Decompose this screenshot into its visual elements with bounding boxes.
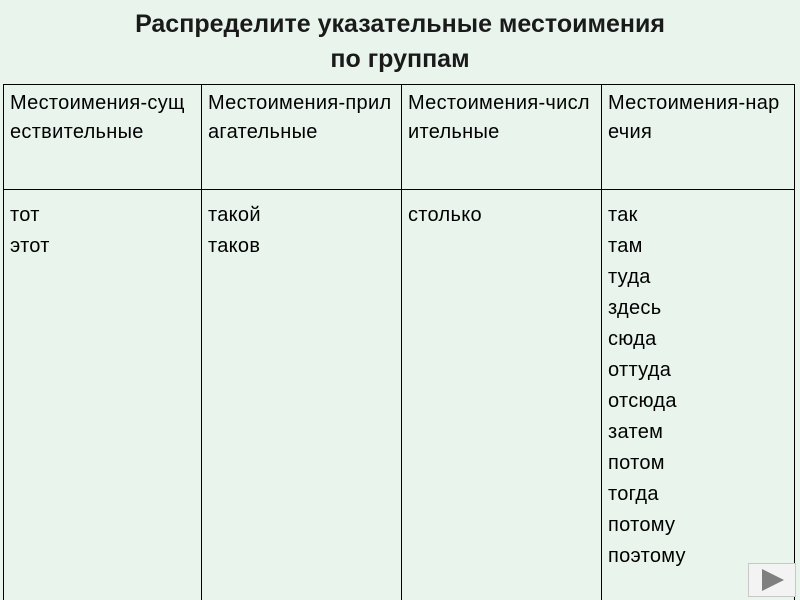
word-item: такой	[208, 204, 261, 226]
word-item: столько	[408, 204, 482, 226]
word-item: потому	[608, 514, 676, 536]
word-item: тогда	[608, 483, 659, 505]
word-item: так	[608, 204, 638, 226]
table-header-row	[4, 85, 795, 190]
header-adverbs: Местоимения-наречия	[602, 85, 795, 190]
word-item: сюда	[608, 328, 657, 350]
slide-title	[0, 7, 800, 77]
slide-title-line-2: по группам	[330, 45, 470, 73]
cell-adverbs	[602, 190, 795, 600]
word-item: оттуда	[608, 359, 672, 381]
table-body-row	[4, 190, 795, 600]
word-item: отсюда	[608, 390, 677, 412]
header-adjectives: Местоимения-прилагательные	[202, 85, 402, 190]
cell-numerals	[402, 190, 602, 600]
word-item: затем	[608, 421, 664, 443]
pronoun-groups-table	[3, 84, 795, 600]
cell-adjectives	[202, 190, 402, 600]
word-item: здесь	[608, 297, 662, 319]
word-item: потом	[608, 452, 665, 474]
play-triangle-right-icon	[749, 564, 795, 596]
slide-title-line-1: Распределите указательные местоимения	[135, 10, 665, 38]
next-slide-button[interactable]	[748, 563, 796, 597]
word-item: таков	[208, 235, 261, 257]
word-item: этот	[10, 235, 50, 257]
word-item: тот	[10, 204, 40, 226]
word-item: поэтому	[608, 545, 686, 567]
word-item: туда	[608, 266, 651, 288]
cell-nouns	[4, 190, 202, 600]
word-item: там	[608, 235, 643, 257]
header-nouns: Местоимения-существительные	[4, 85, 202, 190]
header-numerals: Местоимения-числительные	[402, 85, 602, 190]
